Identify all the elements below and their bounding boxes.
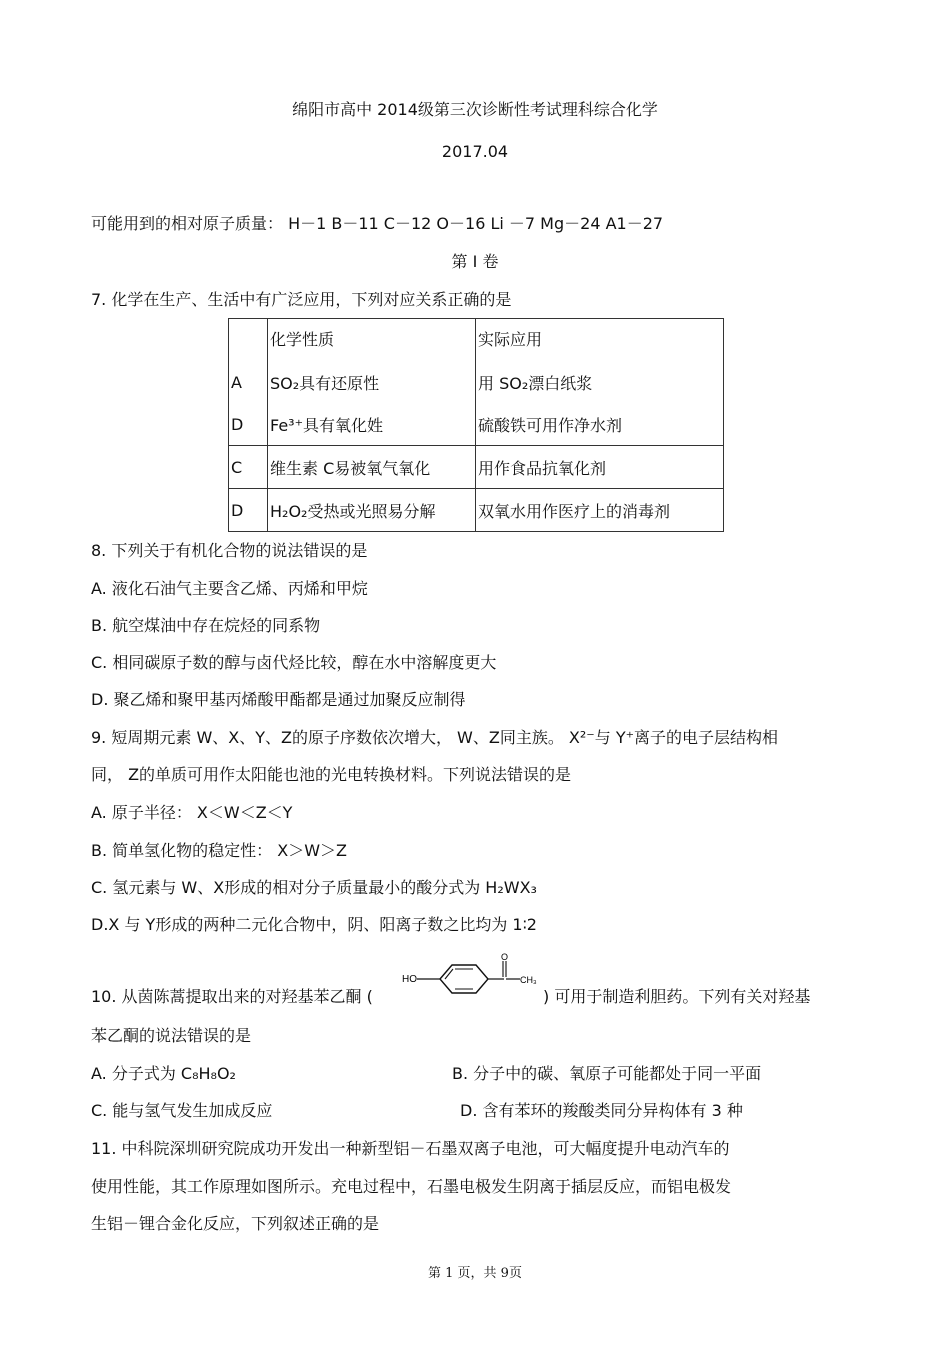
q9-option-c: C. 氢元素与 W、X形成的相对分子质量最小的酸分式为 H₂WX₃ bbox=[91, 878, 537, 897]
q9-option-b: B. 简单氢化物的稳定性： X＞W＞Z bbox=[91, 841, 347, 860]
q10-option-a: A. 分子式为 C₈H₈O₂ bbox=[91, 1064, 236, 1083]
atomic-masses: 可能用到的相对原子质量： H－1 B－11 C－12 O－16 Li －7 Mg－24 A1－27 bbox=[91, 214, 664, 233]
q9-option-a: A. 原子半径： X＜W＜Z＜Y bbox=[91, 803, 293, 822]
q8-option-d: D. 聚乙烯和聚甲基丙烯酸甲酯都是通过加聚反应制得 bbox=[91, 690, 466, 709]
q9-stem-line1: 9. 短周期元素 W、X、Y、Z的原子序数依次增大， W、Z同主族。 X²⁻与 Y⁺离子的电子层结构相 bbox=[91, 728, 779, 747]
q7-letter: A bbox=[231, 372, 242, 392]
q11-stem-line2: 使用性能，其工作原理如图所示。充电过程中，石墨电极发生阴离于插层反应，而铝电极发 bbox=[91, 1177, 732, 1196]
q11-stem-line3: 生铝－锂合金化反应，下列叙述正确的是 bbox=[91, 1214, 380, 1233]
q10-stem-part1: 10. 从茵陈蒿提取出来的对羟基苯乙酮 ( bbox=[91, 987, 373, 1006]
q9-stem-line2: 同， Z的单质可用作太阳能也池的光电转换材料。下列说法错误的是 bbox=[91, 765, 572, 784]
q7-property: 维生素 C易被氧气氧化 bbox=[270, 458, 431, 478]
q7-property-cell bbox=[268, 319, 476, 446]
q7-property: Fe³⁺具有氧化姓 bbox=[270, 415, 384, 435]
q7-stem: 7. 化学在生产、生活中有广泛应用，下列对应关系正确的是 bbox=[91, 290, 512, 309]
q7-letter: D bbox=[231, 414, 244, 434]
q8-option-a: A. 液化石油气主要含乙烯、丙烯和甲烷 bbox=[91, 579, 368, 598]
mol-ch3-label: CH₃ bbox=[520, 975, 537, 985]
q8-option-c: C. 相同碳原子数的醇与卤代烃比较，醇在水中溶解度更大 bbox=[91, 653, 497, 672]
q7-application: 用 SO₂漂白纸浆 bbox=[478, 373, 593, 393]
q7-options-cell bbox=[229, 319, 268, 446]
page-footer: 第 1 页，共 9页 bbox=[428, 1266, 522, 1281]
section-heading: 第 I 卷 bbox=[451, 252, 499, 271]
exam-title: 绵阳市高中 2014级第三次诊断性考试理科综合化学 bbox=[292, 100, 658, 119]
q10-option-b: B. 分子中的碳、氧原子可能都处于同一平面 bbox=[452, 1064, 762, 1083]
mol-bond bbox=[445, 969, 453, 979]
q7-col-property: 化学性质 bbox=[270, 330, 335, 349]
q7-application-cell bbox=[476, 319, 724, 446]
q7-letter: D bbox=[231, 500, 244, 520]
q10-stem-line2: 苯乙酮的说法错误的是 bbox=[91, 1026, 252, 1045]
mol-ho-label: HO bbox=[402, 974, 417, 985]
q7-table bbox=[228, 318, 724, 532]
q8-option-b: B. 航空煤油中存在烷烃的同系物 bbox=[91, 616, 321, 635]
mol-o-label: O bbox=[501, 952, 509, 962]
q10-option-d: D. 含有苯环的羧酸类同分异构体有 3 种 bbox=[460, 1101, 743, 1120]
p-hydroxyacetophenone-structure bbox=[400, 952, 548, 1002]
q7-letter: C bbox=[231, 457, 243, 477]
q8-stem: 8. 下列关于有机化合物的说法错误的是 bbox=[91, 541, 368, 560]
q7-col-application: 实际应用 bbox=[478, 330, 543, 349]
q10-stem-part2: ) 可用于制造利胆药。下列有关对羟基 bbox=[543, 987, 811, 1006]
q7-application: 用作食品抗氧化剂 bbox=[478, 458, 607, 478]
q10-option-c: C. 能与氢气发生加成反应 bbox=[91, 1101, 273, 1120]
q11-stem-line1: 11. 中科院深圳研究院成功开发出一种新型铝－石墨双离子电池，可大幅度提升电动汽车的 bbox=[91, 1139, 730, 1158]
q7-application: 双氧水用作医疗上的消毒剂 bbox=[478, 501, 671, 521]
q7-property: H₂O₂受热或光照易分解 bbox=[270, 501, 436, 521]
q7-property: SO₂具有还原性 bbox=[270, 373, 380, 393]
exam-date: 2017.04 bbox=[441, 142, 509, 161]
q7-application: 硫酸铁可用作净水剂 bbox=[478, 415, 623, 435]
q9-option-d: D.X 与 Y形成的两种二元化合物中，阴、阳离子数之比均为 1∶2 bbox=[91, 915, 537, 934]
